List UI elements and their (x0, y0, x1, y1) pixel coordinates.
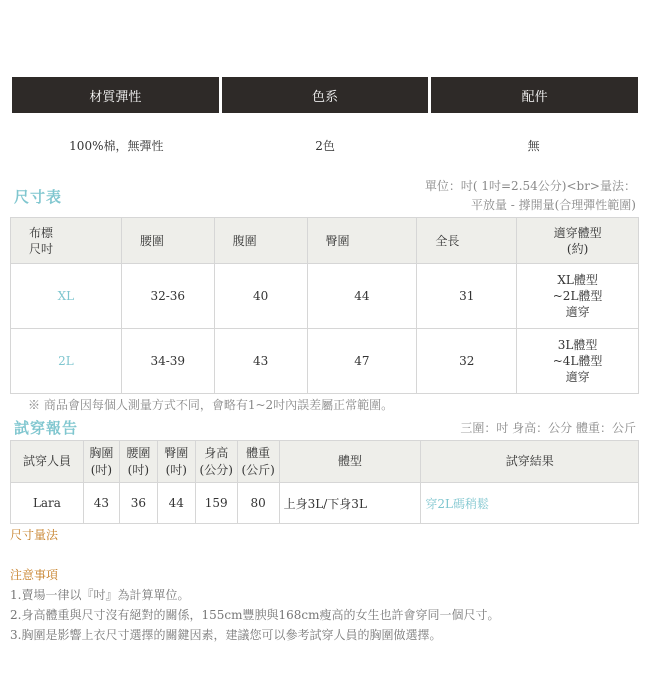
belly-header: 腹圍 (214, 218, 307, 264)
table-row (11, 483, 639, 524)
table-row (11, 264, 639, 329)
unit-note-line-2: 平放量 - 撐開量(合理彈性範圍) (470, 198, 636, 212)
height-value: 159 (195, 483, 237, 524)
fit-value: 3L體型 ~4L體型 適穿 (517, 329, 639, 394)
size-unit-note (396, 177, 636, 215)
chest-header: 胸圍 (吋) (83, 441, 119, 483)
material-header (12, 77, 638, 113)
size-table (10, 217, 639, 394)
hip-header: 臀圍 (吋) (157, 441, 195, 483)
note-item: 2.身高體重與尺寸沒有絕對的關係，155cm豐腴與168cm瘦高的女生也許會穿同一個尺寸。 (10, 608, 500, 622)
waist-value: 32-36 (121, 264, 214, 329)
weight-header: 體重 (公斤) (237, 441, 279, 483)
result-header: 試穿結果 (421, 441, 639, 483)
accessory-value: 無 (527, 138, 540, 153)
accessory-header-cell: 配件 (431, 77, 638, 113)
belly-value: 40 (214, 264, 307, 329)
tester-header: 試穿人員 (11, 441, 84, 483)
fit-header: 適穿體型 (約) (517, 218, 639, 264)
hip-header: 臀圍 (307, 218, 417, 264)
waist-value: 36 (119, 483, 157, 524)
try-table-header (11, 441, 639, 483)
note-item: 3.胸圍是影響上衣尺寸選擇的關鍵因素，建議您可以參考試穿人員的胸圍做選擇。 (10, 628, 442, 642)
material-values (12, 134, 638, 156)
height-header: 身高 (公分) (195, 441, 237, 483)
material-value: 100%棉，無彈性 (69, 138, 164, 153)
try-unit-note: 三圍：吋 身高：公分 體重：公斤 (460, 421, 636, 435)
waist-value: 34-39 (121, 329, 214, 394)
size-label: 2L (11, 329, 122, 394)
fit-value: XL體型 ~2L體型 適穿 (517, 264, 639, 329)
size-table-header (11, 218, 639, 264)
size-disclaimer: ※ 商品會因每個人測量方式不同，會略有1~2吋內誤差屬正常範圍。 (28, 398, 394, 412)
color-value: 2色 (315, 138, 335, 153)
unit-note-line-1: 單位：吋( 1吋=2.54公分)<br>量法： (424, 179, 636, 193)
body-type-value: 上身3L/下身3L (279, 483, 421, 524)
note-item: 1.賣場一律以『吋』為計算單位。 (10, 588, 190, 602)
hip-value: 47 (307, 329, 417, 394)
belly-value: 43 (214, 329, 307, 394)
length-value: 31 (417, 264, 517, 329)
hip-value: 44 (157, 483, 195, 524)
material-header-cell: 材質彈性 (12, 77, 219, 113)
body-type-header: 體型 (279, 441, 421, 483)
try-result-value: 穿2L碼稍鬆 (421, 483, 639, 524)
tester-name: Lara (11, 483, 84, 524)
notes-list (10, 585, 499, 645)
try-section-title: 試穿報告 (14, 419, 79, 437)
measure-method-label: 尺寸量法 (10, 528, 59, 542)
size-label: XL (11, 264, 122, 329)
color-header-cell: 色系 (222, 77, 429, 113)
table-row (11, 329, 639, 394)
hip-value: 44 (307, 264, 417, 329)
waist-header: 腰圍 (121, 218, 214, 264)
notes-title: 注意事項 (10, 568, 59, 582)
length-value: 32 (417, 329, 517, 394)
size-section-title: 尺寸表 (14, 188, 63, 206)
length-header: 全長 (417, 218, 517, 264)
chest-value: 43 (83, 483, 119, 524)
weight-value: 80 (237, 483, 279, 524)
waist-header: 腰圍 (吋) (119, 441, 157, 483)
size-tag-header: 布標 尺吋 (11, 218, 122, 264)
try-on-table (10, 440, 639, 524)
